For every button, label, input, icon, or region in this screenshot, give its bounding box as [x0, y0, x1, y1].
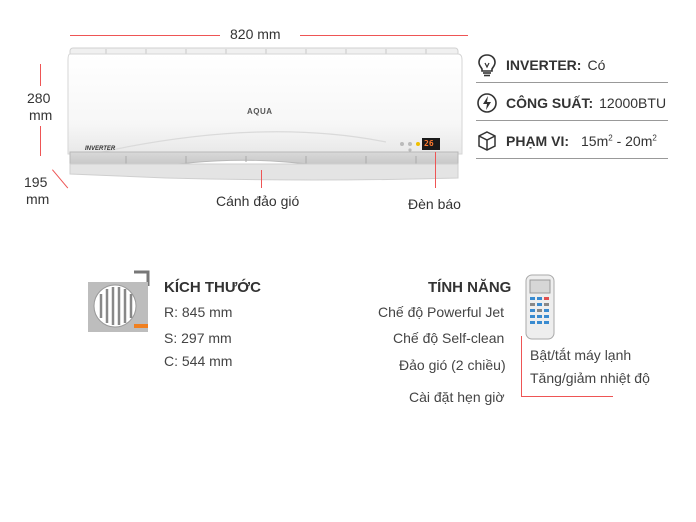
remote-power-toggle: Bật/tắt máy lạnh [530, 347, 632, 363]
range-from-sup: 2 [608, 133, 613, 143]
capacity-label: CÔNG SUẤT: [506, 95, 594, 111]
unit-front-icon [86, 270, 154, 336]
range-to-sup: 2 [652, 133, 657, 143]
range-to: 20m [625, 133, 653, 149]
size-item-width: R: 845 mm [164, 304, 233, 320]
width-dimension: 820 mm [230, 26, 281, 42]
power-icon [476, 92, 498, 114]
range-separator: - [612, 133, 626, 149]
range-from: 15m [581, 133, 609, 149]
feature-powerful-jet: Chế độ Powerful Jet [378, 304, 505, 320]
feature-timer: Cài đặt hẹn giờ [409, 389, 505, 405]
depth-dimension-unit: mm [26, 191, 50, 207]
width-line-left [70, 35, 220, 36]
vane-callout: Cánh đảo gió [216, 193, 300, 209]
spec-capacity [476, 86, 668, 120]
brand-logo: AQUA [247, 107, 273, 116]
features-bracket-vertical [521, 336, 522, 396]
inverter-label: INVERTER: [506, 57, 582, 73]
feature-swing: Đảo gió (2 chiều) [399, 357, 506, 373]
size-item-height: C: 544 mm [164, 353, 233, 369]
remote-control-icon [525, 274, 555, 340]
range-value [581, 133, 657, 149]
spec-divider-2 [476, 120, 668, 121]
height-line-bottom [40, 126, 41, 156]
inverter-badge: INVERTER [85, 146, 116, 152]
features-bracket-bottom [521, 396, 613, 397]
feature-self-clean: Chế độ Self-clean [393, 330, 505, 346]
inverter-value: Có [587, 57, 606, 73]
width-line-right [300, 35, 468, 36]
spec-inverter [476, 48, 668, 82]
size-item-depth: S: 297 mm [164, 330, 232, 346]
spec-range [476, 124, 668, 158]
spec-divider-1 [476, 82, 668, 83]
indicator-callout: Đèn báo [408, 196, 461, 212]
size-title: KÍCH THƯỚC [164, 279, 261, 296]
lightbulb-icon [476, 54, 498, 76]
remote-temperature-adjust: Tăng/giảm nhiệt độ [530, 370, 650, 386]
features-title: TÍNH NĂNG [428, 279, 512, 296]
height-line-top [40, 64, 41, 86]
unit-display: 26 [424, 139, 434, 148]
cube-icon [476, 130, 498, 152]
depth-dimension-value: 195 [24, 174, 48, 190]
indicator-pointer [435, 152, 436, 188]
vane-pointer [261, 170, 262, 188]
spec-divider-3 [476, 158, 668, 159]
capacity-value: 12000BTU [599, 95, 667, 111]
range-label: PHẠM VI: [506, 133, 569, 149]
height-dimension-value: 280 [27, 90, 51, 106]
height-dimension-unit: mm [29, 107, 53, 123]
